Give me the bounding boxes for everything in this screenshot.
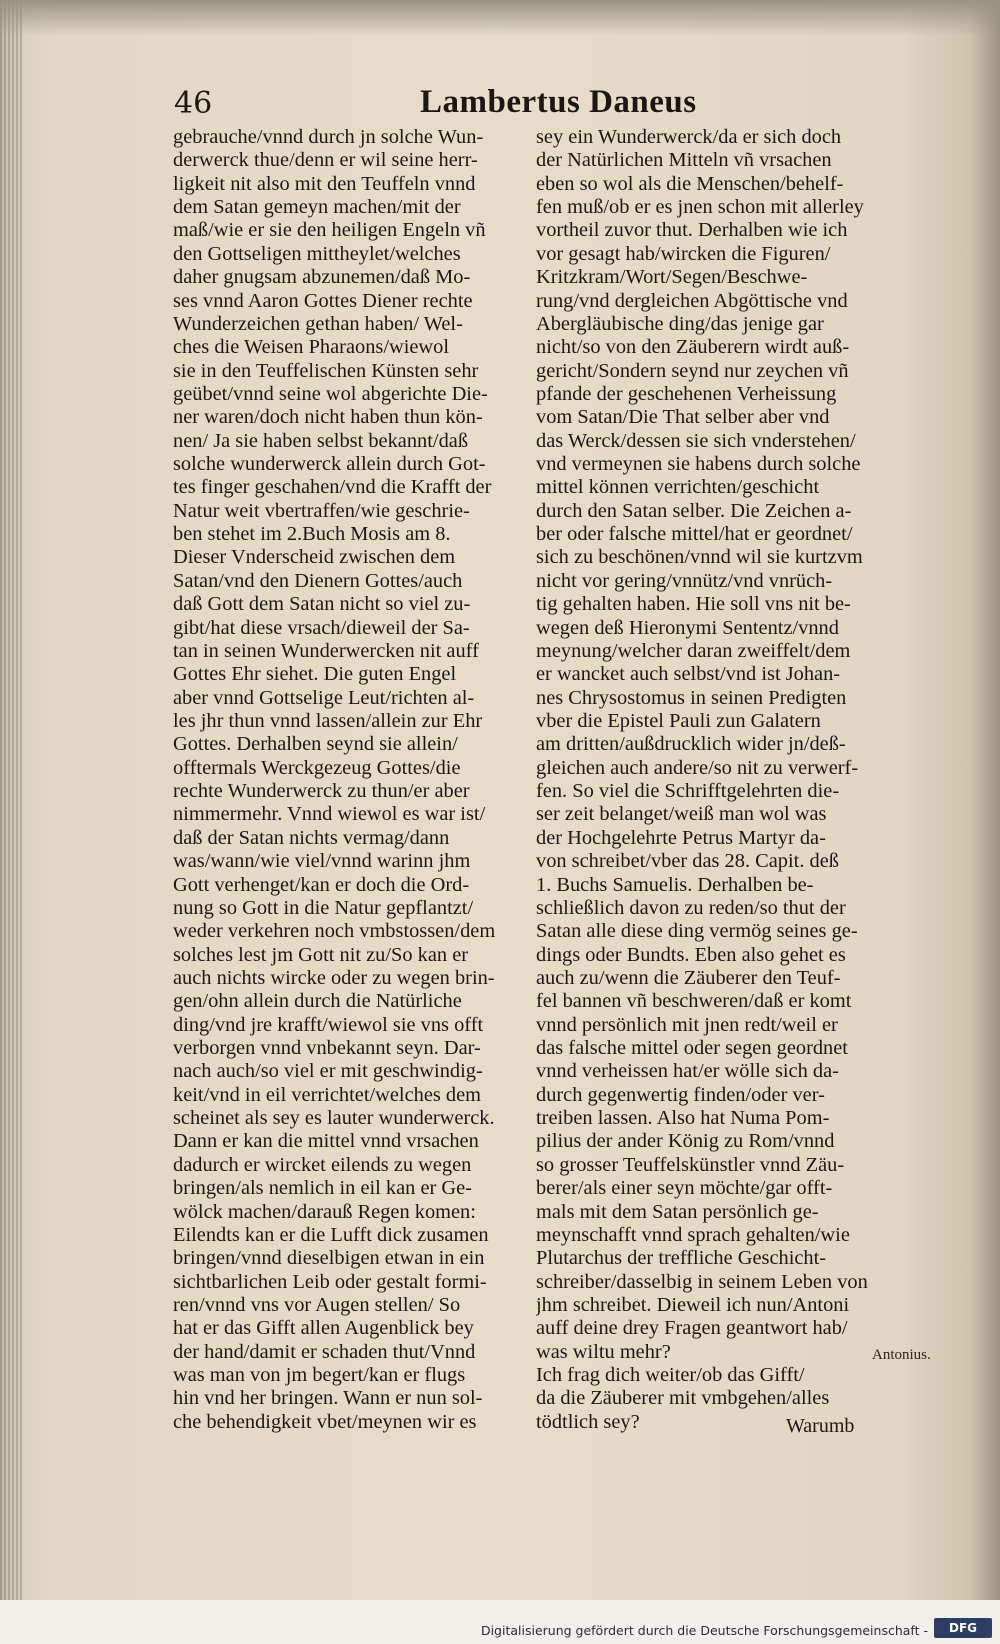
text-line: aber vnnd Gottselige Leut/richten al- <box>173 686 475 709</box>
text-line: ser zeit belanget/weiß man wol was <box>536 803 827 826</box>
text-line: vnnd verheissen hat/er wölle sich da- <box>536 1060 839 1083</box>
left-text-column <box>173 126 533 1434</box>
text-line: fen muß/ob er es jnen schon mit allerley <box>536 196 864 219</box>
text-line: der hand/damit er schaden thut/Vnnd <box>173 1340 476 1363</box>
text-line: Gottes Ehr siehet. Die guten Engel <box>173 663 457 686</box>
text-line: nes Chrysostomus in seinen Predigten <box>536 686 847 709</box>
text-line: Wunderzeichen gethan haben/ Wel- <box>173 312 463 335</box>
text-line: gen/ohn allein durch die Natürliche <box>173 990 462 1013</box>
text-line: Dieser Vnderscheid zwischen dem <box>173 546 456 569</box>
text-line: meynung/welcher daran zweiffelt/dem <box>536 639 851 662</box>
text-line: wölck machen/darauß Regen komen: <box>173 1200 476 1223</box>
running-head: Lambertus Daneus <box>420 84 697 120</box>
text-line: sey ein Wunderwerck/da er sich doch <box>536 126 842 148</box>
text-line: mals mit dem Satan persönlich ge- <box>536 1200 819 1223</box>
text-line: pilius der ander König zu Rom/vnnd <box>536 1130 835 1153</box>
text-line: der Natürlichen Mitteln vñ vrsachen <box>536 149 832 172</box>
text-line: sichtbarlichen Leib oder gestalt formi- <box>173 1270 487 1293</box>
text-line: vber die Epistel Pauli zun Galatern <box>536 709 821 732</box>
text-line: durch gegenwertig finden/oder ver- <box>536 1083 825 1106</box>
text-line: maß/wie er sie den heiligen Engeln vñ <box>173 219 486 242</box>
text-line: bringen/vnnd dieselbigen etwan in ein <box>173 1247 485 1270</box>
page-number: 46 <box>174 86 213 121</box>
text-line: derwerck thue/denn er wil seine herr- <box>173 149 478 172</box>
text-line: scheinet als sey es lauter wunderwerck. <box>173 1107 495 1130</box>
text-line: auch nichts wircke oder zu wegen brin- <box>173 966 495 989</box>
text-line: bringen/als nemlich in eil kan er Ge- <box>173 1177 472 1200</box>
text-line: von schreibet/vber das 28. Capit. deß <box>536 850 839 873</box>
text-line: keit/vnd in eil verrichtet/welches dem <box>173 1083 482 1106</box>
text-line: ligkeit nit also mit den Teuffeln vnnd <box>173 172 476 195</box>
text-line: was wiltu mehr? <box>536 1340 671 1363</box>
text-line: schließlich davon zu reden/so thut der <box>536 896 846 919</box>
text-line: offtermals Werckgezeug Gottes/die <box>173 756 461 779</box>
text-line: Natur weit vbertraffen/wie geschrie- <box>173 499 470 522</box>
text-line: hat er das Gifft allen Augenblick bey <box>173 1317 474 1340</box>
text-line: durch den Satan selber. Die Zeichen a- <box>536 499 852 522</box>
text-line: ren/vnnd vns vor Augen stellen/ So <box>173 1293 461 1316</box>
text-line: Satan alle diese ding vermög seines ge- <box>536 920 858 943</box>
text-line: gebrauche/vnnd durch jn solche Wun- <box>173 126 484 148</box>
text-line: solches lest jm Gott nit zu/So kan er <box>173 943 469 966</box>
text-line: vor gesagt hab/wircken die Figuren/ <box>536 242 831 265</box>
text-line: nung so Gott in die Natur gepflantzt/ <box>173 896 474 919</box>
text-line: ding/vnd jre krafft/wiewol sie vns offt <box>173 1013 484 1036</box>
text-line: mittel können verrichten/geschicht <box>536 476 820 499</box>
text-line: meynschafft vnnd sprach gehalten/wie <box>536 1223 850 1246</box>
text-line: daß der Satan nichts vermag/dann <box>173 826 450 849</box>
text-line: wegen deß Hieronymi Sententz/vnnd <box>536 616 839 639</box>
text-line: eben so wol als die Menschen/behelf- <box>536 172 844 195</box>
text-line: Gottes. Derhalben seynd sie allein/ <box>173 733 458 756</box>
text-line: am dritten/außdrucklich wider jn/deß- <box>536 733 846 756</box>
text-line: er wancket auch selbst/vnd ist Johan- <box>536 663 841 686</box>
text-line: geübet/vnnd seine wol abgerichte Die- <box>173 382 488 405</box>
text-line: ber oder falsche mittel/hat er geordnet/ <box>536 523 853 546</box>
text-line: gericht/Sondern seynd nur zeychen vñ <box>536 359 849 382</box>
text-line: dem Satan gemeyn machen/mit der <box>173 196 461 219</box>
text-line: auff deine drey Fragen geantwort hab/ <box>536 1317 848 1340</box>
text-line: das Werck/dessen sie sich vnderstehen/ <box>536 429 856 452</box>
text-line: sie in den Teuffelischen Künsten sehr <box>173 359 479 382</box>
text-line: sich zu beschönen/vnnd wil sie kurtzvm <box>536 546 863 569</box>
text-line: tig gehalten haben. Hie soll vns nit be- <box>536 593 851 616</box>
text-line: weder verkehren noch vmbstossen/dem <box>173 920 496 943</box>
text-line: nicht vor gering/vnnütz/vnd vnrüch- <box>536 569 833 592</box>
text-line: tan in seinen Wunderwercken nit auff <box>173 639 479 662</box>
text-line: fel bannen vñ beschweren/daß er komt <box>536 990 852 1013</box>
text-line: Gott verhenget/kan er doch die Ord- <box>173 873 470 896</box>
text-line: gleichen auch andere/so nit zu verwerf- <box>536 756 859 779</box>
text-line: 1. Buchs Samuelis. Derhalben be- <box>536 873 814 896</box>
text-line: ses vnnd Aaron Gottes Diener rechte <box>173 289 473 312</box>
text-line: che behendigkeit vbet/meynen wir es <box>173 1410 477 1433</box>
catchword: Warumb <box>786 1415 855 1437</box>
text-line: Ich frag dich weiter/ob das Gifft/ <box>536 1364 805 1387</box>
text-line: ches die Weisen Pharaons/wiewol <box>173 336 450 359</box>
text-line: so grosser Teuffelskünstler vnnd Zäu- <box>536 1153 845 1176</box>
text-line: vortheil zuvor thut. Derhalben wie ich <box>536 219 848 242</box>
text-line: Satan/vnd den Dienern Gottes/auch <box>173 569 463 592</box>
text-line: Eilendts kan er die Lufft dick zusamen <box>173 1223 489 1246</box>
right-text-column <box>536 126 898 1434</box>
text-line: auch zu/wenn die Zäuberer den Teuf- <box>536 966 841 989</box>
text-line: den Gottseligen mittheylet/welches <box>173 242 461 265</box>
text-line: fen. So viel die Schrifftgelehrten die- <box>536 780 840 803</box>
text-line: solche wunderwerck allein durch Got- <box>173 453 486 476</box>
book-page-edges <box>0 0 22 1600</box>
text-line: tödtlich sey? <box>536 1410 640 1433</box>
text-line: jhm schreibet. Dieweil ich nun/Antoni <box>536 1293 850 1316</box>
text-line: Plutarchus der treffliche Geschicht- <box>536 1247 827 1270</box>
text-line: tes finger geschahen/vnd die Krafft der <box>173 476 492 499</box>
text-line: pfande der geschehenen Verheissung <box>536 382 837 405</box>
text-line: rung/vnd dergleichen Abgöttische vnd <box>536 289 848 312</box>
text-line: was/wann/wie viel/vnnd warinn jhm <box>173 850 471 873</box>
text-line: les jhr thun vnnd lassen/allein zur Ehr <box>173 709 483 732</box>
text-line: nimmermehr. Vnnd wiewol es war ist/ <box>173 803 486 826</box>
text-line: nach auch/so viel er mit geschwindig- <box>173 1060 483 1083</box>
text-line: nen/ Ja sie haben selbst bekannt/daß <box>173 429 469 452</box>
text-line: Kritzkram/Wort/Segen/Beschwe- <box>536 266 808 289</box>
text-line: vnnd persönlich mit jnen redt/weil er <box>536 1013 838 1036</box>
margin-note: Antonius. <box>872 1347 931 1363</box>
text-line: treiben lassen. Also hat Numa Pom- <box>536 1107 830 1130</box>
text-line: schreiber/dasselbig in seinem Leben von <box>536 1270 868 1293</box>
text-line: daher gnugsam abzunemen/daß Mo- <box>173 266 471 289</box>
text-line: rechte Wunderwerck zu thun/er aber <box>173 780 470 803</box>
dfg-logo: DFG <box>934 1618 992 1638</box>
text-line: vom Satan/Die That selber aber vnd <box>536 406 830 429</box>
text-line: verborgen vnnd vnbekannt seyn. Dar- <box>173 1037 481 1060</box>
scan-top-shadow <box>0 0 1000 36</box>
text-line: berer/als einer seyn möchte/gar offt- <box>536 1177 833 1200</box>
text-line: ner waren/doch nicht haben thun kön- <box>173 406 483 429</box>
text-line: dings oder Bundts. Eben also gehet es <box>536 943 846 966</box>
text-line: dadurch er wircket eilends zu wegen <box>173 1153 472 1176</box>
text-line: da die Zäuberer mit vmbgehen/alles <box>536 1387 830 1410</box>
text-line: was man von jm begert/kan er flugs <box>173 1364 466 1387</box>
text-line: vnd vermeynen sie habens durch solche <box>536 453 861 476</box>
text-line: nicht/so von den Zäuberern wirdt auß- <box>536 336 850 359</box>
text-line: Abergläubische ding/das jenige gar <box>536 312 824 335</box>
text-line: Dann er kan die mittel vnnd vrsachen <box>173 1130 479 1153</box>
text-line: das falsche mittel oder segen geordnet <box>536 1037 848 1060</box>
funding-credit: Digitalisierung gefördert durch die Deutsche Forschungsgemeinschaft - <box>480 1623 928 1638</box>
text-line: daß Gott dem Satan nicht so viel zu- <box>173 593 471 616</box>
text-line: gibt/hat diese vrsach/dieweil der Sa- <box>173 616 470 639</box>
text-line: der Hochgelehrte Petrus Martyr da- <box>536 826 826 849</box>
text-line: ben stehet im 2.Buch Mosis am 8. <box>173 523 451 546</box>
text-line: hin vnd her bringen. Wann er nun sol- <box>173 1387 483 1410</box>
